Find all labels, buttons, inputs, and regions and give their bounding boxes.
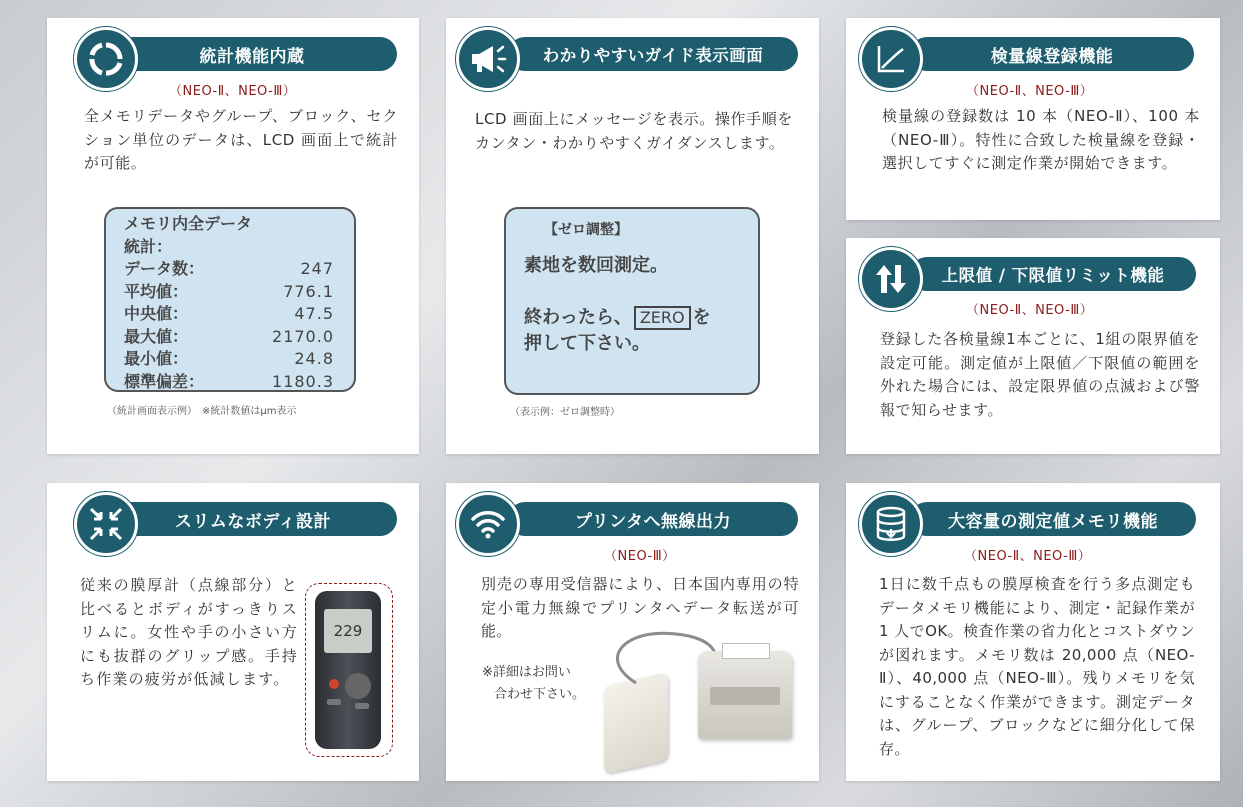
card-title: プリンタへ無線出力 xyxy=(508,502,798,536)
lcd-line: 終わったら、 ZERO を xyxy=(524,307,711,328)
note-line: ※詳細はお問い xyxy=(482,665,571,680)
model-label: （NEO-Ⅱ、NEO-Ⅲ） xyxy=(966,303,1094,318)
card-statistics xyxy=(47,18,419,454)
card-title: 上限値 / 下限値リミット機能 xyxy=(910,257,1196,291)
printer-image xyxy=(698,651,792,739)
card-title: わかりやすいガイド表示画面 xyxy=(508,37,798,71)
lcd-row: 標準偏差： 1180.3 xyxy=(124,371,334,391)
dpad xyxy=(345,673,371,699)
card-calibration xyxy=(846,18,1220,220)
card-description: 別売の専用受信器により、日本国内専用の特定小電力無線でプリンタへデータ転送が可能。 xyxy=(481,575,799,640)
model-label: （NEO-Ⅲ） xyxy=(604,549,676,564)
card-description: 従来の膜厚計（点線部分）と比べるとボディがすっきりスリムに。女性や手の小さい方にも抜群のグリップ感。手持ち作業の疲労が低減します。 xyxy=(80,576,298,688)
lcd-line: 押して下さい。 xyxy=(524,333,650,354)
lcd-row: 最大値： 2170.0 xyxy=(124,326,334,346)
lcd-line: 素地を数回測定。 xyxy=(524,255,668,276)
card-title: 検量線登録機能 xyxy=(910,37,1194,71)
lcd-row: 中央値： 47.5 xyxy=(124,304,334,323)
card-description: 登録した各検量線1本ごとに、1組の限界値を設定可能。測定値が上限値／下限値の範囲を外れた場合には、設定限界値の点滅および警報で知らせます。 xyxy=(880,330,1200,419)
wifi-icon xyxy=(456,492,520,556)
card-title: スリムなボディ設計 xyxy=(109,502,397,536)
curve-graph-icon xyxy=(859,27,923,91)
printer-panel xyxy=(710,687,780,705)
lcd-row: データ数： 247 xyxy=(124,259,334,278)
cycle-arrows-icon xyxy=(74,27,138,91)
zero-key-label: ZERO xyxy=(634,306,691,330)
card-description: LCD 画面上にメッセージを表示。操作手順をカンタン・わかりやすくガイダンスします。 xyxy=(475,110,793,152)
lcd-subheading: 統計： xyxy=(124,236,173,256)
model-label: （NEO-Ⅱ、NEO-Ⅲ） xyxy=(169,84,297,99)
device-screen: 229 xyxy=(324,609,372,653)
device-button xyxy=(355,703,369,709)
database-icon xyxy=(859,492,923,556)
card-title: 統計機能内蔵 xyxy=(107,37,397,71)
screen-caption: （統計画面表示例） ※統計数値はμm表示 xyxy=(107,406,297,417)
lcd-heading: 【ゼロ調整】 xyxy=(544,222,628,238)
card-memory xyxy=(846,483,1220,781)
lcd-statistics-screen xyxy=(104,207,356,392)
up-down-arrows-icon xyxy=(859,247,923,311)
card-description: 全メモリデータやグループ、ブロック、セクション単位のデータは、LCD 画面上で統計が可能。 xyxy=(84,107,398,172)
megaphone-icon xyxy=(456,27,520,91)
lcd-guide-screen xyxy=(504,207,760,395)
screen-caption: （表示例：ゼロ調整時） xyxy=(510,407,620,418)
card-guide xyxy=(446,18,819,454)
paper-roll xyxy=(722,643,770,659)
model-label: （NEO-Ⅱ、NEO-Ⅲ） xyxy=(964,549,1092,564)
power-button xyxy=(329,679,339,689)
card-title: 大容量の測定値メモリ機能 xyxy=(910,502,1196,536)
card-limit xyxy=(846,238,1220,454)
card-description: 検量線の登録数は 10 本（NEO-Ⅱ）、100 本（NEO-Ⅲ）。特性に合致した検量線を登録・選択してすぐに測定作業が開始できます。 xyxy=(882,107,1200,172)
card-description: 1日に数千点もの膜厚検査を行う多点測定もデータメモリ機能により、測定・記録作業が 1 人でOK。検査作業の省力化とコストダウンが図れます。メモリ数は 20,000 点（NEO-Ⅱ）、40,000 点（NEO-Ⅲ）。残りメモリを気にすることなく作業ができます。測定データは、グループ、ブロックなどに細分化して保存。 xyxy=(879,575,1195,758)
device-button xyxy=(327,699,341,705)
device-image xyxy=(305,583,393,757)
card-printer xyxy=(446,483,819,781)
shrink-arrows-icon xyxy=(74,492,138,556)
lcd-row: 平均値： 776.1 xyxy=(124,281,334,301)
model-label: （NEO-Ⅱ、NEO-Ⅲ） xyxy=(966,84,1094,99)
device-body xyxy=(315,591,381,749)
note-line: 合わせ下さい。 xyxy=(494,687,586,702)
card-slim-body xyxy=(47,483,419,781)
lcd-row: 最小値： 24.8 xyxy=(124,349,334,368)
lcd-heading: メモリ内全データ xyxy=(124,214,253,233)
